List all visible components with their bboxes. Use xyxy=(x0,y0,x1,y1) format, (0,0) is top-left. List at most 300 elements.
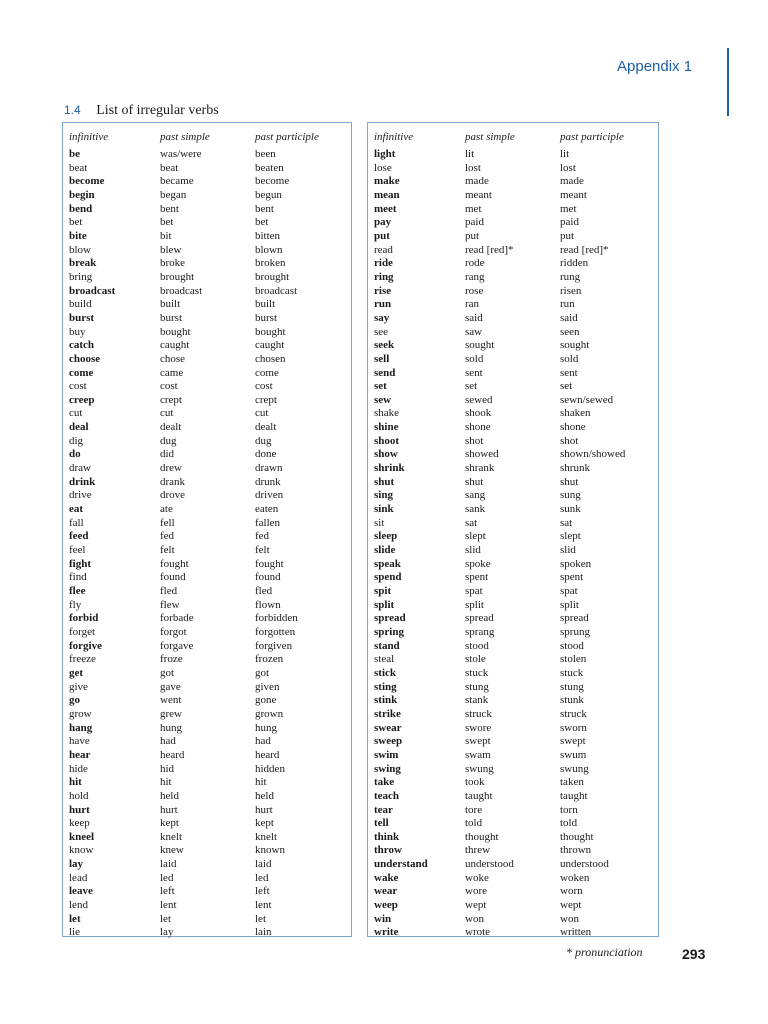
past-participle-cell: stolen xyxy=(560,653,587,666)
infinitive-cell: strike xyxy=(374,707,401,720)
past-participle-cell: lain xyxy=(255,926,272,939)
table-row xyxy=(63,285,351,299)
infinitive-cell: ring xyxy=(374,270,394,283)
infinitive-cell: lead xyxy=(69,871,88,884)
past-simple-cell: lost xyxy=(465,161,481,174)
table-row xyxy=(63,175,351,189)
past-participle-cell: laid xyxy=(255,858,272,871)
infinitive-cell: wear xyxy=(374,885,398,898)
past-participle-cell: found xyxy=(255,571,281,584)
table-row xyxy=(368,681,658,695)
infinitive-cell: build xyxy=(69,298,92,311)
past-simple-cell: split xyxy=(465,598,484,611)
past-simple-cell: chose xyxy=(160,352,186,365)
past-participle-cell: known xyxy=(255,844,285,857)
past-participle-cell: shaken xyxy=(560,407,591,420)
infinitive-cell: cost xyxy=(69,380,87,393)
table-row xyxy=(368,585,658,599)
past-simple-cell: broadcast xyxy=(160,284,203,297)
infinitive-cell: cut xyxy=(69,407,83,420)
past-simple-cell: wrote xyxy=(465,926,491,939)
table-row xyxy=(63,148,351,162)
past-simple-cell: left xyxy=(160,885,175,898)
past-simple-cell: was/were xyxy=(160,148,202,160)
past-simple-cell: drank xyxy=(160,475,186,488)
past-simple-cell: knew xyxy=(160,844,184,857)
infinitive-cell: spend xyxy=(374,571,402,584)
table-row xyxy=(368,162,658,176)
infinitive-cell: dig xyxy=(69,434,84,447)
past-participle-cell: frozen xyxy=(255,653,284,666)
past-participle-cell: seen xyxy=(560,325,580,338)
table-row xyxy=(63,435,351,449)
table-row xyxy=(368,326,658,340)
table-header xyxy=(63,131,351,145)
past-simple-cell: beat xyxy=(160,161,179,174)
past-simple-cell: spoke xyxy=(465,557,491,570)
infinitive-cell: eat xyxy=(69,503,84,516)
infinitive-cell: sing xyxy=(374,489,393,502)
infinitive-cell: hit xyxy=(69,776,82,789)
past-participle-cell: read [red]* xyxy=(560,243,609,256)
past-participle-cell: sought xyxy=(560,339,590,352)
past-simple-cell: ate xyxy=(160,503,173,516)
infinitive-cell: sweep xyxy=(374,735,403,748)
table-row xyxy=(63,244,351,258)
table-row xyxy=(368,913,658,927)
table-row xyxy=(63,230,351,244)
past-simple-cell: paid xyxy=(465,216,484,229)
table-row xyxy=(63,544,351,558)
table-row xyxy=(63,257,351,271)
past-simple-cell: bent xyxy=(160,202,179,215)
table-row xyxy=(63,694,351,708)
infinitive-cell: shut xyxy=(374,475,395,488)
past-simple-cell: dealt xyxy=(160,421,182,434)
past-simple-cell: put xyxy=(465,229,480,242)
table-row xyxy=(368,899,658,913)
infinitive-cell: take xyxy=(374,776,395,789)
verb-table-right xyxy=(367,122,659,937)
table-row xyxy=(63,612,351,626)
infinitive-cell: become xyxy=(69,175,105,188)
past-participle-cell: bent xyxy=(255,202,274,215)
table-row xyxy=(368,735,658,749)
past-participle-cell: stood xyxy=(560,639,584,652)
past-participle-cell: written xyxy=(560,926,592,939)
past-simple-cell: said xyxy=(465,311,483,324)
table-row xyxy=(63,489,351,503)
past-simple-cell: broke xyxy=(160,257,186,270)
table-rows xyxy=(368,148,658,940)
past-participle-cell: given xyxy=(255,680,280,693)
infinitive-cell: swim xyxy=(374,748,399,761)
past-participle-cell: burst xyxy=(255,311,277,324)
past-simple-cell: built xyxy=(160,298,181,311)
past-participle-cell: thrown xyxy=(560,844,592,857)
table-row xyxy=(368,544,658,558)
infinitive-cell: keep xyxy=(69,817,90,830)
past-simple-cell: did xyxy=(160,448,175,461)
header-past-simple: past simple xyxy=(160,131,210,143)
table-row xyxy=(63,476,351,490)
table-row xyxy=(368,831,658,845)
past-participle-cell: split xyxy=(560,598,579,611)
past-simple-cell: told xyxy=(465,817,483,830)
past-participle-cell: spread xyxy=(560,612,589,625)
infinitive-cell: go xyxy=(69,694,80,707)
table-row xyxy=(368,230,658,244)
past-simple-cell: shut xyxy=(465,475,484,488)
table-row xyxy=(63,804,351,818)
infinitive-cell: show xyxy=(374,448,398,461)
table-row xyxy=(63,271,351,285)
infinitive-cell: sting xyxy=(374,680,397,693)
table-row xyxy=(368,885,658,899)
infinitive-cell: give xyxy=(69,680,88,693)
past-simple-cell: fed xyxy=(160,530,175,543)
infinitive-cell: fly xyxy=(69,598,82,611)
past-participle-cell: had xyxy=(255,735,271,748)
infinitive-cell: feed xyxy=(69,530,89,543)
past-simple-cell: found xyxy=(160,571,186,584)
infinitive-cell: broadcast xyxy=(69,284,116,297)
past-participle-cell: felt xyxy=(255,544,270,557)
table-row xyxy=(63,162,351,176)
past-participle-cell: eaten xyxy=(255,503,279,516)
past-simple-cell: ran xyxy=(465,298,480,311)
past-simple-cell: grew xyxy=(160,707,182,720)
infinitive-cell: bring xyxy=(69,270,93,283)
past-simple-cell: had xyxy=(160,735,176,748)
table-row xyxy=(368,448,658,462)
past-participle-cell: ridden xyxy=(560,257,589,270)
past-participle-cell: swung xyxy=(560,762,589,775)
past-simple-cell: bet xyxy=(160,216,174,229)
infinitive-cell: stand xyxy=(374,639,400,652)
past-participle-cell: swept xyxy=(560,735,586,748)
infinitive-cell: buy xyxy=(69,325,86,338)
past-simple-cell: sewed xyxy=(465,393,493,406)
table-row xyxy=(63,407,351,421)
past-simple-cell: spread xyxy=(465,612,494,625)
past-simple-cell: forbade xyxy=(160,612,194,625)
past-participle-cell: dealt xyxy=(255,421,277,434)
past-participle-cell: cost xyxy=(255,380,273,393)
past-participle-cell: shot xyxy=(560,434,579,447)
table-row xyxy=(368,844,658,858)
table-row xyxy=(63,353,351,367)
table-row xyxy=(63,817,351,831)
past-participle-cell: blown xyxy=(255,243,283,256)
past-simple-cell: wept xyxy=(465,899,487,912)
past-participle-cell: sent xyxy=(560,366,578,379)
infinitive-cell: leave xyxy=(69,885,93,898)
past-participle-cell: let xyxy=(255,912,266,925)
past-participle-cell: heard xyxy=(255,748,280,761)
table-row xyxy=(63,448,351,462)
past-participle-cell: forgotten xyxy=(255,625,296,638)
infinitive-cell: kneel xyxy=(69,830,95,843)
past-participle-cell: kept xyxy=(255,817,274,830)
infinitive-cell: spring xyxy=(374,625,404,638)
past-participle-cell: flown xyxy=(255,598,281,611)
past-simple-cell: shot xyxy=(465,434,484,447)
past-participle-cell: hit xyxy=(255,776,267,789)
past-participle-cell: met xyxy=(560,202,577,215)
table-row xyxy=(368,175,658,189)
past-participle-cell: led xyxy=(255,871,269,884)
past-simple-cell: swept xyxy=(465,735,491,748)
past-participle-cell: sold xyxy=(560,352,579,365)
infinitive-cell: put xyxy=(374,229,390,242)
past-simple-cell: spent xyxy=(465,571,489,584)
page-number: 293 xyxy=(682,946,706,962)
past-simple-cell: met xyxy=(465,202,482,215)
past-participle-cell: grown xyxy=(255,707,284,720)
past-simple-cell: set xyxy=(465,380,478,393)
infinitive-cell: sit xyxy=(374,516,385,529)
infinitive-cell: sleep xyxy=(374,530,398,543)
infinitive-cell: say xyxy=(374,311,390,324)
past-simple-cell: stood xyxy=(465,639,489,652)
past-participle-cell: struck xyxy=(560,707,587,720)
table-row xyxy=(63,367,351,381)
past-simple-cell: froze xyxy=(160,653,183,666)
infinitive-cell: lend xyxy=(69,899,88,912)
past-participle-cell: gone xyxy=(255,694,277,707)
past-participle-cell: come xyxy=(255,366,279,379)
table-row xyxy=(63,189,351,203)
past-participle-cell: set xyxy=(560,380,573,393)
past-simple-cell: taught xyxy=(465,789,493,802)
section-number: 1.4 xyxy=(64,103,81,117)
table-row xyxy=(63,626,351,640)
table-row xyxy=(368,763,658,777)
past-participle-cell: bought xyxy=(255,325,286,338)
past-simple-cell: sent xyxy=(465,366,483,379)
infinitive-cell: speak xyxy=(374,557,401,570)
past-simple-cell: stank xyxy=(465,694,489,707)
past-simple-cell: fought xyxy=(160,557,189,570)
past-participle-cell: meant xyxy=(560,188,587,201)
past-participle-cell: left xyxy=(255,885,270,898)
infinitive-cell: deal xyxy=(69,421,89,434)
past-participle-cell: broken xyxy=(255,257,286,270)
past-participle-cell: sung xyxy=(560,489,581,502)
past-participle-cell: built xyxy=(255,298,276,311)
past-participle-cell: beaten xyxy=(255,161,284,174)
table-row xyxy=(63,394,351,408)
past-participle-cell: risen xyxy=(560,284,582,297)
past-simple-cell: drew xyxy=(160,462,182,475)
table-row xyxy=(63,585,351,599)
infinitive-cell: choose xyxy=(69,352,101,365)
infinitive-cell: burst xyxy=(69,311,95,324)
past-simple-cell: thought xyxy=(465,830,499,843)
past-participle-cell: put xyxy=(560,229,575,242)
past-participle-cell: paid xyxy=(560,216,579,229)
past-participle-cell: stung xyxy=(560,680,584,693)
past-simple-cell: slid xyxy=(465,544,481,557)
infinitive-cell: shoot xyxy=(374,434,400,447)
table-row xyxy=(63,667,351,681)
table-row xyxy=(63,831,351,845)
infinitive-cell: sink xyxy=(374,503,394,516)
infinitive-cell: shake xyxy=(374,407,400,420)
table-row xyxy=(368,339,658,353)
table-row xyxy=(368,285,658,299)
table-row xyxy=(63,885,351,899)
past-participle-cell: rung xyxy=(560,270,581,283)
infinitive-cell: teach xyxy=(374,789,400,802)
past-simple-cell: read [red]* xyxy=(465,243,514,256)
past-simple-cell: slept xyxy=(465,530,486,543)
infinitive-cell: set xyxy=(374,380,387,393)
past-simple-cell: took xyxy=(465,776,485,789)
infinitive-cell: spit xyxy=(374,585,392,597)
past-participle-cell: held xyxy=(255,789,274,802)
past-participle-cell: sprung xyxy=(560,625,590,638)
table-row xyxy=(368,298,658,312)
infinitive-cell: stink xyxy=(374,694,398,707)
infinitive-cell: hold xyxy=(69,789,89,802)
infinitive-cell: come xyxy=(69,366,94,379)
section-heading xyxy=(64,103,219,119)
past-simple-cell: crept xyxy=(160,393,182,406)
past-simple-cell: sat xyxy=(465,516,478,529)
past-simple-cell: bought xyxy=(160,325,191,338)
past-simple-cell: tore xyxy=(465,803,483,816)
past-participle-cell: hurt xyxy=(255,803,273,816)
past-participle-cell: shone xyxy=(560,421,586,434)
infinitive-cell: wake xyxy=(374,871,399,884)
past-simple-cell: made xyxy=(465,175,489,188)
past-simple-cell: hung xyxy=(160,721,182,734)
table-row xyxy=(368,312,658,326)
past-simple-cell: cut xyxy=(160,407,174,420)
infinitive-cell: hide xyxy=(69,762,88,775)
infinitive-cell: forbid xyxy=(69,612,99,625)
past-simple-cell: woke xyxy=(465,871,489,884)
past-simple-cell: fell xyxy=(160,516,175,529)
footnote: * pronunciation xyxy=(566,945,643,959)
past-simple-cell: flew xyxy=(160,598,180,611)
past-simple-cell: rang xyxy=(465,270,485,283)
past-participle-cell: taught xyxy=(560,789,588,802)
infinitive-cell: slide xyxy=(374,544,396,557)
past-participle-cell: shut xyxy=(560,475,579,488)
past-participle-cell: made xyxy=(560,175,584,188)
past-simple-cell: laid xyxy=(160,858,177,871)
infinitive-cell: catch xyxy=(69,339,95,352)
past-participle-cell: sewn/sewed xyxy=(560,393,614,406)
past-participle-cell: driven xyxy=(255,489,284,502)
past-simple-cell: rose xyxy=(465,284,484,297)
past-participle-cell: drawn xyxy=(255,462,283,475)
infinitive-cell: begin xyxy=(69,188,95,201)
infinitive-cell: swear xyxy=(374,721,402,734)
table-row xyxy=(63,599,351,613)
past-simple-cell: came xyxy=(160,366,184,379)
past-simple-cell: shone xyxy=(465,421,491,434)
table-row xyxy=(63,380,351,394)
past-participle-cell: hidden xyxy=(255,762,285,775)
past-simple-cell: dug xyxy=(160,434,177,447)
appendix-label: Appendix 1 xyxy=(617,58,693,75)
infinitive-cell: tell xyxy=(374,817,389,830)
past-simple-cell: caught xyxy=(160,339,190,352)
past-participle-cell: swum xyxy=(560,748,587,761)
infinitive-cell: hurt xyxy=(69,803,90,816)
table-row xyxy=(368,667,658,681)
table-row xyxy=(368,421,658,435)
table-row xyxy=(368,394,658,408)
past-simple-cell: got xyxy=(160,666,175,679)
table-row xyxy=(63,858,351,872)
past-simple-cell: lay xyxy=(160,926,174,939)
table-row xyxy=(368,244,658,258)
past-simple-cell: meant xyxy=(465,188,492,201)
table-row xyxy=(368,749,658,763)
past-simple-cell: rode xyxy=(465,257,485,270)
past-participle-cell: taken xyxy=(560,776,584,789)
infinitive-cell: run xyxy=(374,298,392,311)
past-participle-cell: fed xyxy=(255,530,270,543)
infinitive-cell: blow xyxy=(69,243,91,256)
infinitive-cell: do xyxy=(69,448,81,461)
past-simple-cell: swam xyxy=(465,748,491,761)
infinitive-cell: fall xyxy=(69,516,84,529)
table-row xyxy=(63,913,351,927)
past-simple-cell: struck xyxy=(465,707,492,720)
past-participle-cell: bitten xyxy=(255,229,281,242)
past-simple-cell: gave xyxy=(160,680,181,693)
infinitive-cell: see xyxy=(374,325,389,338)
past-simple-cell: heard xyxy=(160,748,185,761)
infinitive-cell: have xyxy=(69,735,90,748)
table-row xyxy=(63,571,351,585)
past-simple-cell: became xyxy=(160,175,194,188)
table-row xyxy=(63,503,351,517)
past-simple-cell: threw xyxy=(465,844,491,857)
infinitive-cell: bite xyxy=(69,229,87,242)
table-row xyxy=(368,148,658,162)
infinitive-cell: make xyxy=(374,175,400,188)
table-row xyxy=(63,844,351,858)
header-infinitive: infinitive xyxy=(69,131,109,143)
infinitive-cell: let xyxy=(69,912,81,925)
past-simple-cell: saw xyxy=(465,325,483,338)
table-row xyxy=(368,817,658,831)
past-participle-cell: sat xyxy=(560,516,573,529)
past-simple-cell: hurt xyxy=(160,803,178,816)
table-row xyxy=(63,462,351,476)
past-participle-cell: shown/showed xyxy=(560,448,626,461)
table-row xyxy=(63,558,351,572)
past-simple-cell: stung xyxy=(465,680,489,693)
infinitive-cell: drive xyxy=(69,489,92,502)
past-participle-cell: forbidden xyxy=(255,612,298,625)
table-row xyxy=(368,530,658,544)
table-row xyxy=(63,790,351,804)
past-participle-cell: been xyxy=(255,148,276,160)
past-simple-cell: wore xyxy=(465,885,487,898)
table-row xyxy=(63,926,351,940)
table-row xyxy=(63,653,351,667)
past-simple-cell: showed xyxy=(465,448,499,461)
infinitive-cell: flee xyxy=(69,585,86,597)
